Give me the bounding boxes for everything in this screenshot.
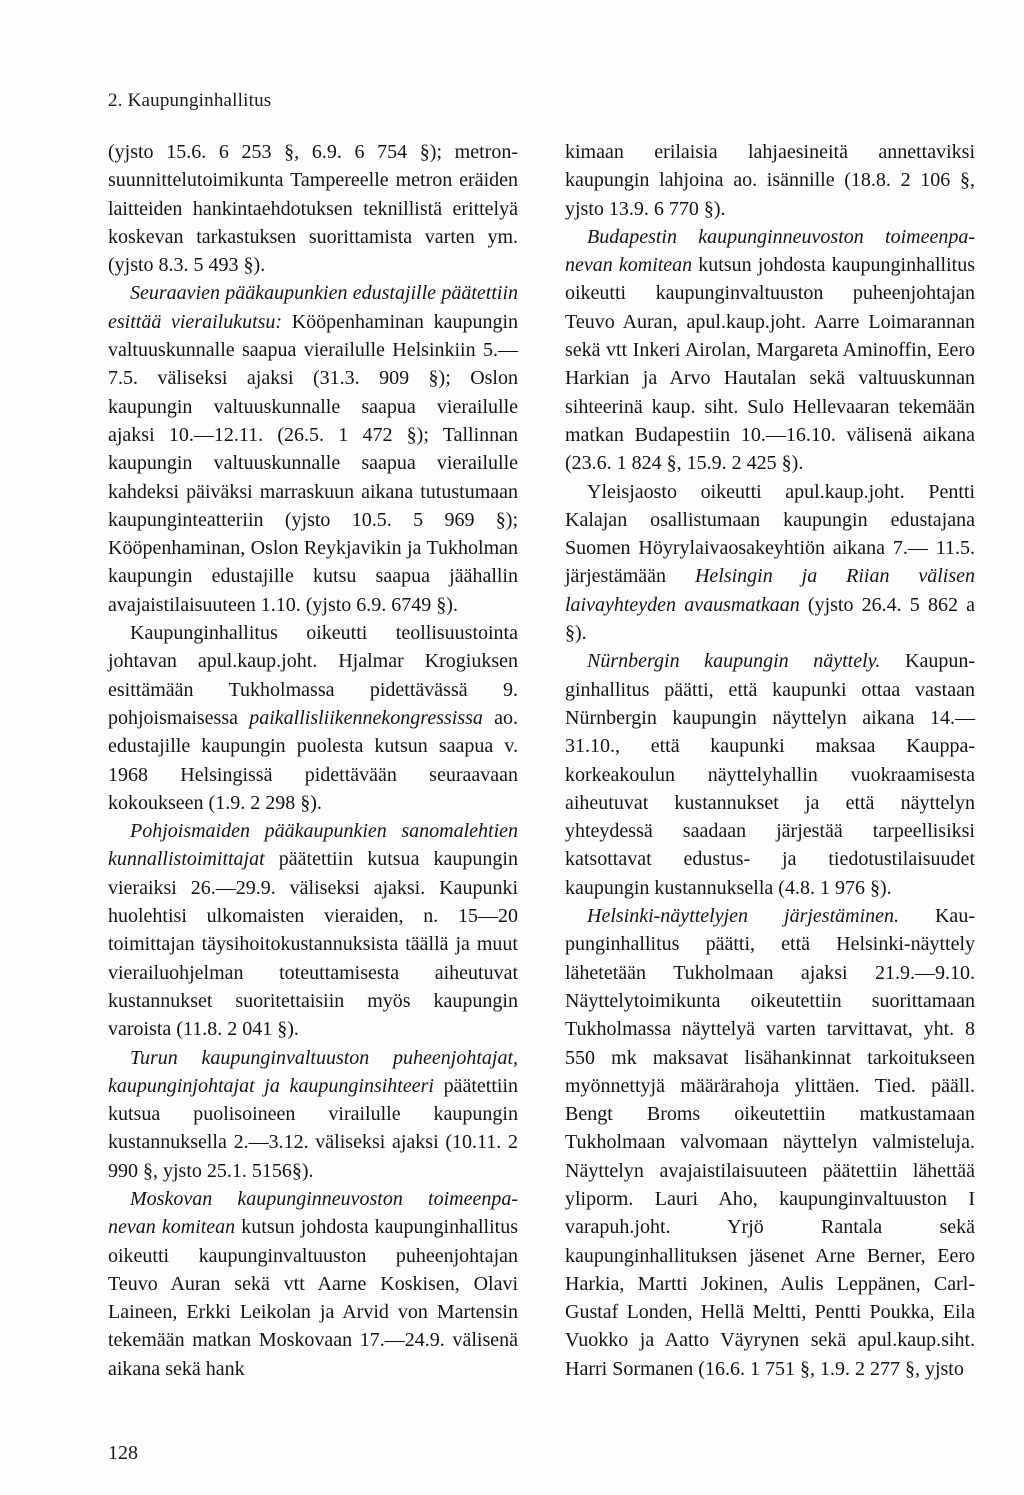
italic-heading: Seuraavien pääkaupunkien edustajille päätettiin esittää vierailukutsu: xyxy=(108,282,518,333)
body-text: Yleisjaosto oikeutti apul.kaup.joht. Pentti Kalajan osallistumaan kaupungin edustajana Suomen Höyrylaivaosakeyhtiön aikana 7.— 11.5. järjestämään xyxy=(565,480,975,588)
body-text: kimaan erilaisia lahjaesineitä annettaviksi kaupungin lahjoina ao. isännille (18.8. 2 106 §, yjsto 13.9. 6 770 §). xyxy=(565,141,975,220)
paragraph xyxy=(565,647,975,902)
body-text: kutsun johdosta kaupunginhallitus oikeutti kaupunginvaltuuston puheenjohtajan Teuvo Auran sekä vtt Aarne Koskisen, Olavi Laineen, Erkki Leikolan ja Arvid von Martensin tekemään matkan Moskovaan 17.—24.9. välisenä aikana sekä hank xyxy=(108,1216,518,1380)
body-text: (yjsto 26.4. 5 862 a §). xyxy=(565,593,976,645)
body-text: päätettiin kutsua puolisoineen virailulle kaupungin kustannuksella 2.—3.12. väliseksi ajaksi (10.11. 2 990 §, yjsto 25.1. 5156§). xyxy=(108,1074,518,1182)
paragraph xyxy=(108,1044,518,1185)
italic-heading: Helsinki-näyttelyjen järjestäminen. xyxy=(587,905,900,928)
italic-heading: Pohjoismaiden pääkaupunkien sanomalehtien kunnallistoimittajat xyxy=(108,820,518,871)
right-column xyxy=(565,138,975,1383)
paragraph xyxy=(108,138,518,279)
italic-heading: Moskovan kaupunginneuvoston toimeenpanevan komitean xyxy=(108,1187,518,1239)
italic-heading: Budapestin kaupunginneuvoston toimeenpanevan komitean xyxy=(565,225,975,277)
paragraph xyxy=(108,619,518,817)
paragraph xyxy=(565,223,975,478)
italic-heading: Turun kaupunginvaltuuston puheenjohtajat, kaupunginjohtajat ja kaupunginsihteeri xyxy=(108,1046,518,1097)
body-text: (yjsto 15.6. 6 253 §, 6.9. 6 754 §); metronsuunnittelutoimikunta Tampereelle metron eräiden laitteiden hankintaehdotuksen teknillistä erittelyä koskevan tarkastuksen suorittamista varten ym. (yjsto 8.3. 5 493 §). xyxy=(108,141,518,277)
body-text: Kööpenhaminan kaupungin valtuuskunnalle saapua vierailulle Helsinkiin 5.—7.5. väliseksi ajaksi (31.3. 909 §); Oslon kaupungin valtuuskunnalle saapua vierailulle ajaksi 10.—12.11. (26.5. 1 472 §); Tallinnan kaupungin valtuuskunnalle saapua vierailulle kahdeksi päiväksi marraskuun aikana tutustumaan kaupunginteatteriin (yjsto 10.5. 5 969 §); Kööpenhaminan, Oslon Reykjavikin ja Tukholman kaupungin edustajille kutsu saapua jäähallin avajaistilaisuuteen 1.10. (yjsto 6.9. 6749 §). xyxy=(108,310,519,616)
body-text: Kaupunginhallitus päätti, että kaupunki ottaa vastaan Nürnbergin kaupungin näyttelyn aikana 14.—31.10., että kaupunki maksaa Kauppakorkeakoulun näyttelyhallin vuokraamisesta aiheutuvat kustannukset ja että näyttelyn yhteydessä saadaan järjestää tarpeellisiksi katsottavat edustus- ja tiedotustilaisuudet kaupungin kustannuksella (4.8. 1 976 §). xyxy=(565,650,975,899)
body-text: Kaupunginhallitus päätti, että Helsinki-näyttely lähetetään Tukholmaan ajaksi 21.9.—9.10. Näyttelytoimikunta oikeutettiin suorittamaan Tukholmassa näyttelyä varten tarvittavat, yht. 8 550 mk maksavat lisähankinnat tarkoitukseen myönnettyjä määrärahoja ylittäen. Tied. pääll. Bengt Broms oikeutettiin matkustamaan Tukholmaan valvomaan näyttelyn valmisteluja. Näyttelyn avajaistilaisuuteen päätettiin lähettää yliporm. Lauri Aho, kaupunginvaltuuston I varapuh.joht. Yrjö Rantala sekä kaupunginhallituksen jäsenet Arne Berner, Eero Harkia, Martti Jokinen, Aulis Leppänen, Carl-Gustaf Londen, Hellä Meltti, Pentti Poukka, Eila Vuokko ja Aatto Väyrynen sekä apul.kaup.siht. Harri Sormanen (16.6. 1 751 §, 1.9. 2 277 §, yjsto xyxy=(565,905,975,1380)
paragraph xyxy=(565,478,975,648)
paragraph xyxy=(108,279,518,619)
body-text: ao. edustajille kaupungin puolesta kutsun saapua v. 1968 Helsingissä pidettävään seuraavaan kokoukseen (1.9. 2 298 §). xyxy=(108,706,518,814)
body-text: Kaupunginhallitus oikeutti teollisuustointa johtavan apul.kaup.joht. Hjalmar Krogiuksen esittämään Tukholmassa pidettävässä 9. pohjoismaisessa xyxy=(108,622,518,729)
paragraph xyxy=(108,1185,518,1383)
paragraph xyxy=(565,138,975,223)
running-head: 2. Kaupunginhallitus xyxy=(108,90,272,111)
italic-heading: paikallisliikennekongressissa xyxy=(249,706,483,729)
paragraph xyxy=(108,817,518,1043)
left-column xyxy=(108,138,518,1383)
page-number: 128 xyxy=(108,1442,138,1464)
italic-heading: Nürnbergin kaupungin näyttely. xyxy=(587,650,881,673)
italic-heading: Helsingin ja Riian välisen laivayhteyden avausmatkaan xyxy=(565,565,975,616)
body-text: päätettiin kutsua kaupungin vieraiksi 26.—29.9. väliseksi ajaksi. Kaupunki huolehtisi ulkomaisten vieraiden, n. 15—20 toimittajan täysihoitokustannuksista täällä ja muut vierailuohjelman toteuttamisesta aiheutuvat kustannukset suoritettaisiin myös kaupungin varoista (11.8. 2 041 §). xyxy=(108,848,518,1041)
paragraph xyxy=(565,902,975,1383)
body-text: kutsun johdosta kaupunginhallitus oikeutti kaupunginvaltuuston puheenjohtajan Teuvo Auran, apul.kaup.joht. Aarre Loimarannan sekä vtt Inkeri Airolan, Margareta Aminoffin, Eero Harkian ja Arvo Hautalan sekä valtuuskunnan sihteerinä kaup. siht. Sulo Hellevaaran tekemään matkan Budapestiin 10.—16.10. välisenä aikana (23.6. 1 824 §, 15.9. 2 425 §). xyxy=(565,254,975,475)
